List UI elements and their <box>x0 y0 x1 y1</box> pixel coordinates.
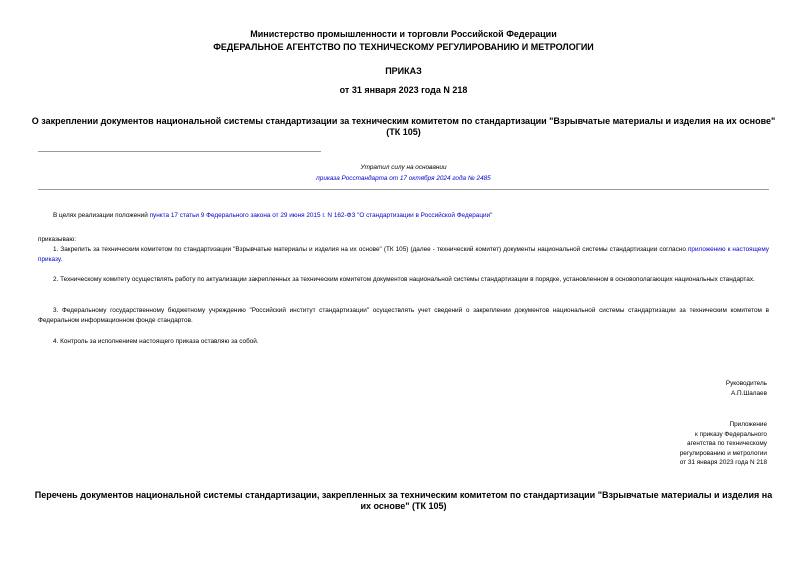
appendix-line-3: агентства по техническому <box>687 440 767 447</box>
divider-top <box>38 151 321 152</box>
list-title-line2: их основе" (ТК 105) <box>360 501 447 511</box>
order-item-3: 3. Федеральному государственному бюджетному учреждению "Российский институт стандартизации" осуществлять учет сведений о закреплении документов национальной системы стандартизации за техническим комитетом в Федеральном информационном фонде стандартов. <box>38 307 769 324</box>
appendix-link[interactable]: приложению к настоящему приказу <box>38 246 769 263</box>
order-item-4: 4. Контроль за исполнением настоящего приказа оставляю за собой. <box>53 338 259 345</box>
signature-name: А.П.Шалаев <box>730 390 767 397</box>
divider-bottom <box>38 189 769 190</box>
list-title <box>30 490 777 512</box>
appendix-block <box>500 420 767 468</box>
document-title-line1: О закреплении документов национальной системы стандартизации за техническим комитетом по стандартизации "Взрывчатые материалы и изделия на их основе" <box>31 116 776 126</box>
repeal-order-link[interactable]: приказа Росстандарта от 17 октября 2024 года № 2485 <box>316 175 491 182</box>
status-link-wrap <box>0 174 807 184</box>
signature-role: Руководитель <box>725 380 767 387</box>
order-item-1 <box>38 245 769 264</box>
status-text: Утратил силу на основании <box>360 164 447 171</box>
order-item-1-text: 1. Закрепить за техническим комитетом по стандартизации "Взрывчатые материалы и изделия на их основе" (ТК 105) (далее - технический комитет) документы национальной системы стандартизации согласно <box>53 246 686 253</box>
order-item-2: 2. Техническому комитету осуществлять работу по актуализации закрепленных за техническим комитетом документов национальной системы стандартизации в порядке, установленном в основополагающих национальных стандартах. <box>53 276 755 283</box>
ministry-name: Министерство промышленности и торговли Российской Федерации <box>250 29 557 39</box>
agency-name: ФЕДЕРАЛЬНОЕ АГЕНТСТВО ПО ТЕХНИЧЕСКОМУ РЕГУЛИРОВАНИЮ И МЕТРОЛОГИИ <box>213 42 594 52</box>
document-title-line2: (ТК 105) <box>386 127 421 137</box>
document-date-number: от 31 января 2023 года N 218 <box>339 85 468 95</box>
preamble <box>38 211 769 221</box>
federal-law-link[interactable]: пункта 17 статьи 9 Федерального закона от 29 июня 2015 г. N 162-ФЗ "О стандартизации в Российской Федерации" <box>149 212 493 219</box>
order-word: приказываю: <box>38 236 76 243</box>
appendix-line-4: регулированию и метрологии <box>679 449 767 457</box>
appendix-line-2: к приказу Федерального <box>695 430 767 438</box>
document-title <box>30 116 777 138</box>
appendix-line-1: Приложение <box>729 421 767 428</box>
appendix-line-5: от 31 января 2023 года N 218 <box>679 459 767 466</box>
order-item-1-end: . <box>60 255 63 263</box>
list-title-line1: Перечень документов национальной системы стандартизации, закрепленных за техническим комитетом по стандартизации "Взрывчатые материалы и изделия на <box>34 490 773 500</box>
document-type: ПРИКАЗ <box>385 66 422 76</box>
preamble-prefix: В целях реализации положений <box>53 212 148 219</box>
